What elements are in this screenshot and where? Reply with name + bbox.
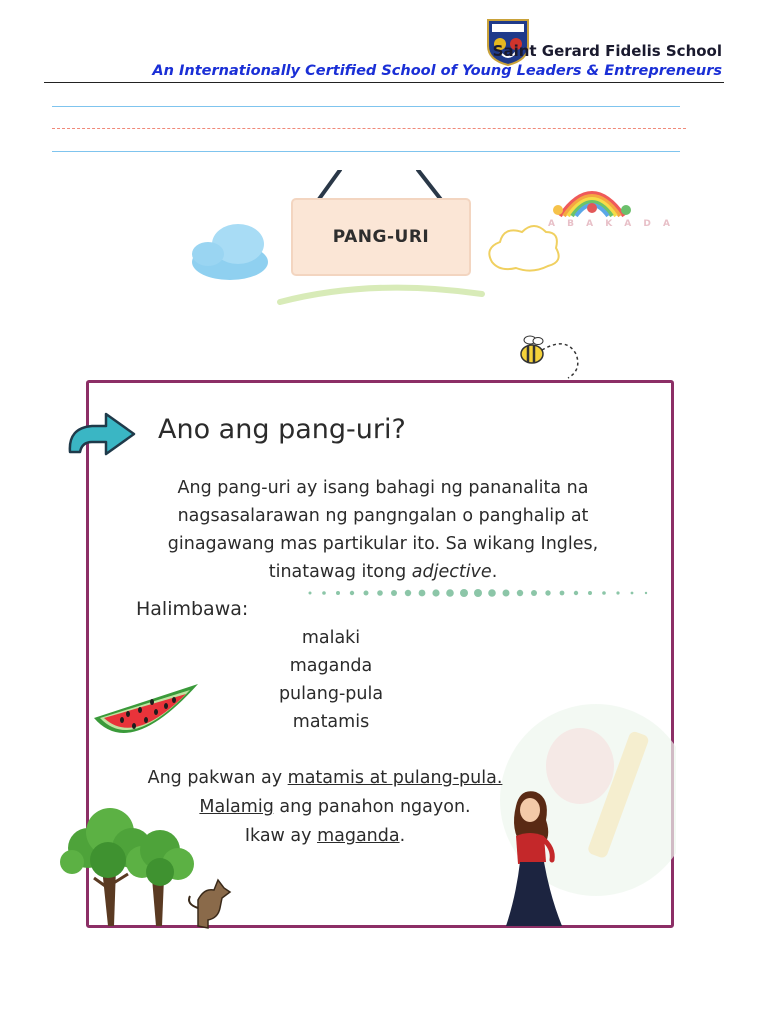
example-item: matamis: [292, 712, 370, 732]
writing-line-bottom: [52, 151, 680, 152]
definition-line: [146, 558, 620, 586]
definition-lead: tinatawag itong: [268, 562, 412, 582]
sentence-2-underlined: Malamig: [199, 797, 274, 817]
example-item: pulang-pula: [278, 684, 384, 704]
sentence-3-end: .: [399, 826, 406, 846]
blue-cloud-icon: [192, 224, 268, 280]
rainbow-caption: A B A K A D A: [548, 219, 675, 229]
sentence-1-underlined: matamis at pulang-pula.: [287, 768, 503, 788]
sentence-3-plain: Ikaw ay: [244, 826, 318, 846]
definition-line: nagsasalarawan ng pangngalan o panghalip at: [177, 506, 589, 526]
sentence-3-underlined: maganda: [317, 826, 400, 846]
dog-icon: [189, 880, 230, 928]
writing-line-middle-dashed: [52, 128, 686, 129]
rainbow-icon: [553, 193, 631, 216]
sentence-1-plain: Ang pakwan ay: [147, 768, 288, 788]
sign-title: PANG-URI: [332, 227, 430, 247]
header-divider: [44, 82, 724, 83]
curved-arrow-icon: [66, 410, 138, 458]
examples-list: [236, 624, 426, 736]
definition-line: Ang pang-uri ay isang bahagi ng pananalita na: [177, 478, 589, 498]
sentence-2-plain: ang panahon ngayon.: [273, 797, 471, 817]
definition-line: ginagawang mas partikular ito. Sa wikang Ingles,: [167, 534, 599, 554]
watermelon-icon: [90, 680, 204, 762]
definition-end: .: [491, 562, 498, 582]
definition-term: adjective: [411, 562, 492, 582]
question-heading: Ano ang pang-uri?: [158, 414, 406, 445]
examples-heading: Halimbawa:: [136, 598, 249, 620]
bee-icon: [516, 332, 582, 384]
definition-paragraph: [146, 474, 620, 586]
school-tagline: An Internationally Certified School of Young Leaders & Entrepreneurs: [152, 63, 722, 79]
sentence-1: [120, 764, 530, 793]
girl-illustration: [492, 786, 570, 928]
example-item: malaki: [301, 628, 361, 648]
trees-illustration: [58, 808, 234, 934]
school-name: Saint Gerard Fidelis School: [492, 42, 722, 60]
example-item: maganda: [289, 656, 373, 676]
dotted-divider: [306, 587, 656, 599]
writing-line-top: [52, 106, 680, 107]
